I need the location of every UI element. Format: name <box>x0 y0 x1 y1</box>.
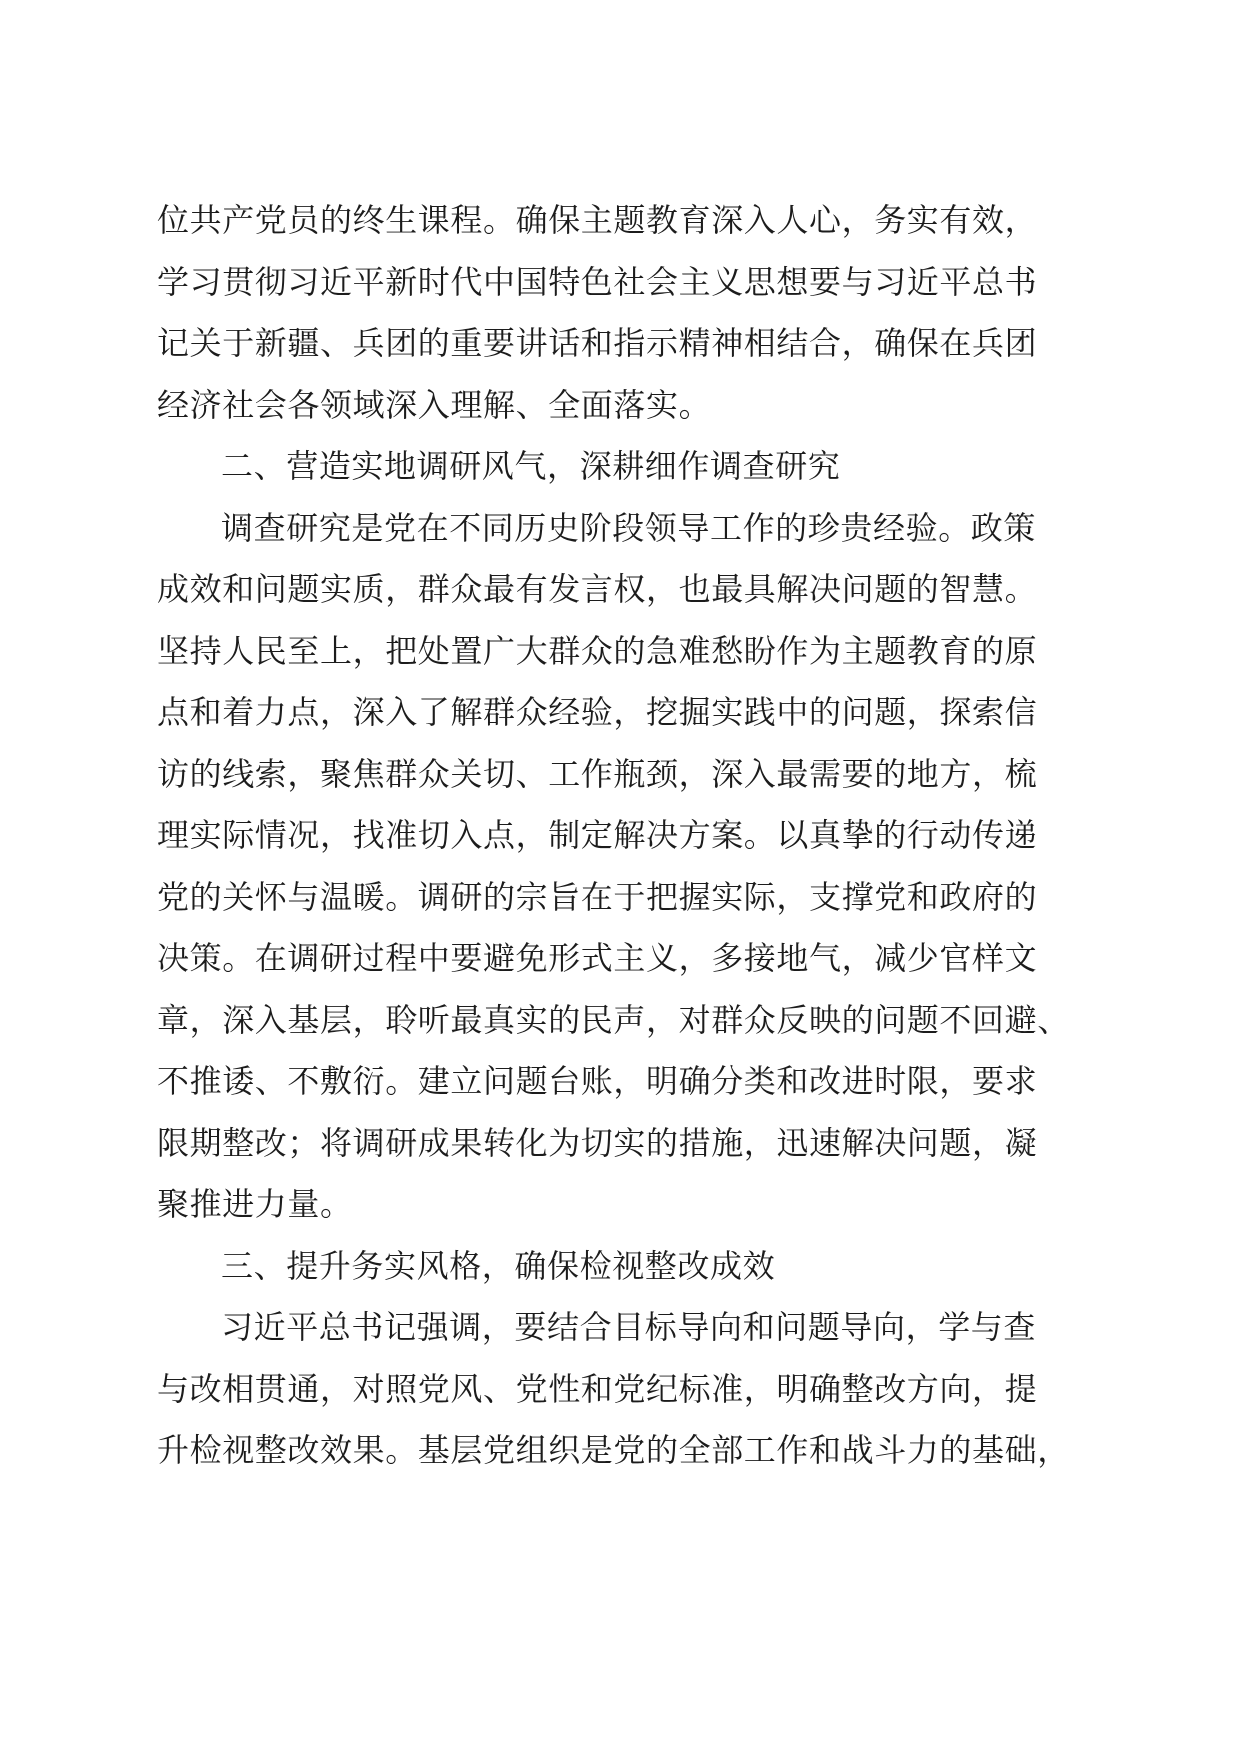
text-line: 成效和问题实质，群众最有发言权，也最具解决问题的智慧。 <box>157 570 1038 608</box>
text-line: 理实际情况，找准切入点，制定解决方案。以真挚的行动传递 <box>157 816 1038 854</box>
paragraph-first-line: 习近平总书记强调，要结合目标导向和问题导向，学与查 <box>221 1308 1037 1346</box>
text-line: 不推诿、不敷衍。建立问题台账，明确分类和改进时限，要求 <box>157 1062 1038 1100</box>
text-line: 升检视整改效果。基层党组织是党的全部工作和战斗力的基础， <box>157 1431 1070 1469</box>
document-body <box>157 190 1073 1482</box>
text-line: 经济社会各领域深入理解、全面落实。 <box>157 385 712 424</box>
section-heading-2: 二、营造实地调研风气，深耕细作调查研究 <box>221 447 841 485</box>
text-line: 决策。在调研过程中要避免形式主义，多接地气，减少官样文 <box>157 939 1038 977</box>
text-line: 记关于新疆、兵团的重要讲话和指示精神相结合，确保在兵团 <box>157 324 1038 362</box>
paragraph-first-line: 调查研究是党在不同历史阶段领导工作的珍贵经验。政策 <box>221 508 1037 547</box>
text-line: 与改相贯通，对照党风、党性和党纪标准，明确整改方向，提 <box>157 1369 1038 1408</box>
text-line: 限期整改；将调研成果转化为切实的措施，迅速解决问题，凝 <box>157 1123 1038 1162</box>
text-line: 党的关怀与温暖。调研的宗旨在于把握实际，支撑党和政府的 <box>157 877 1038 916</box>
section-heading-3: 三、提升务实风格，确保检视整改成效 <box>221 1246 776 1285</box>
text-line: 聚推进力量。 <box>157 1185 353 1223</box>
text-line: 学习贯彻习近平新时代中国特色社会主义思想要与习近平总书 <box>157 262 1038 301</box>
text-line: 坚持人民至上，把处置广大群众的急难愁盼作为主题教育的原 <box>157 631 1038 670</box>
text-line: 点和着力点，深入了解群众经验，挖掘实践中的问题，探索信 <box>157 693 1038 731</box>
text-line: 位共产党员的终生课程。确保主题教育深入人心，务实有效， <box>157 201 1038 239</box>
text-line: 章，深入基层，聆听最真实的民声，对群众反映的问题不回避、 <box>157 1000 1070 1039</box>
text-line: 访的线索，聚焦群众关切、工作瓶颈，深入最需要的地方，梳 <box>157 754 1038 793</box>
